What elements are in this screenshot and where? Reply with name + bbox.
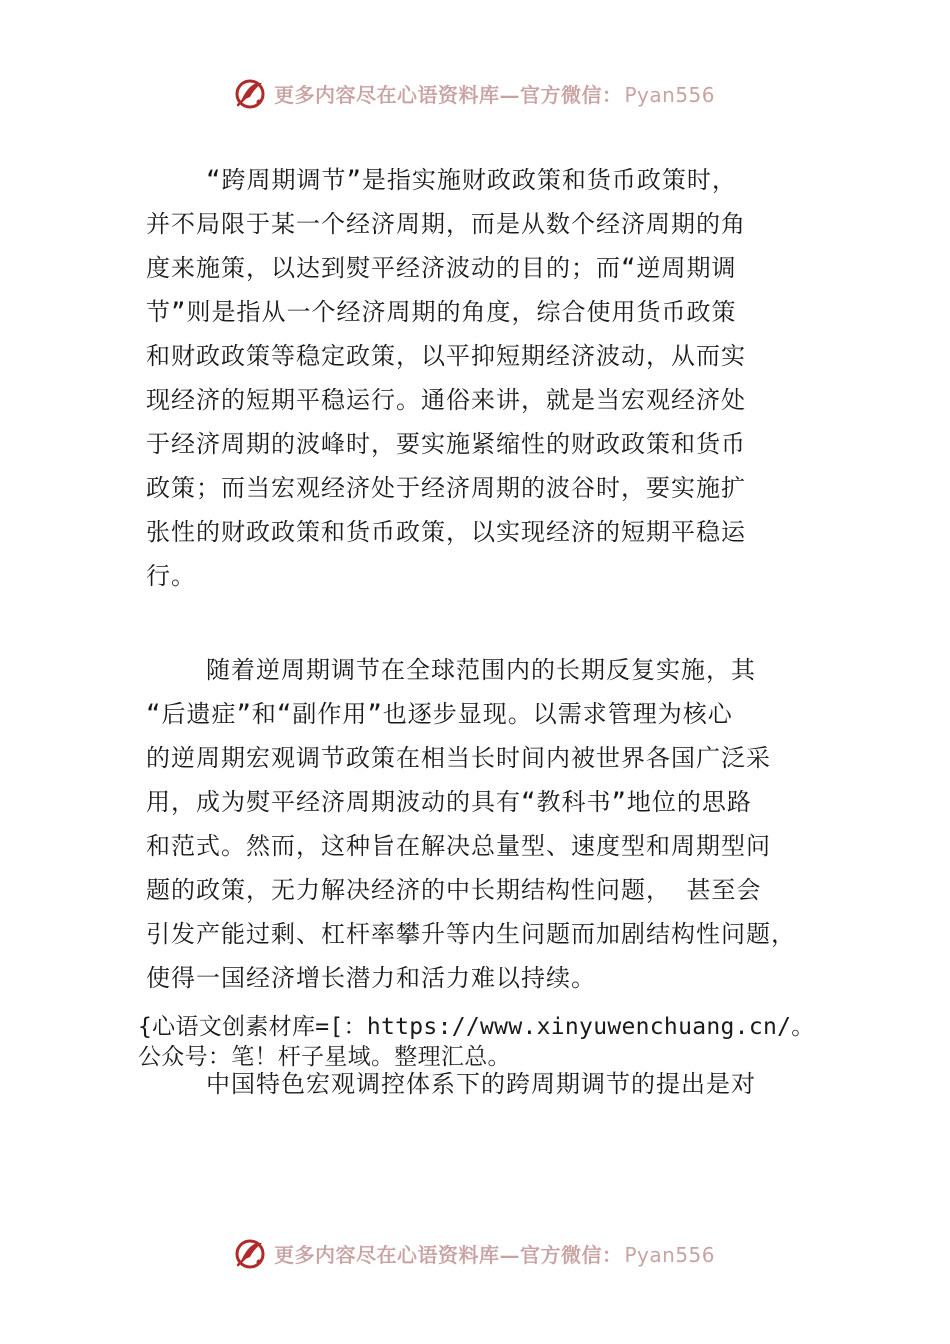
paragraph-2-line: 和范式。然而，这种旨在解决总量型、速度型和周期型问 [146,832,771,860]
paragraph-1-line: 行。 [146,562,196,590]
paragraph-1-line: “跨周期调节”是指实施财政政策和货币政策时， [206,166,737,194]
paragraph-1-line: 度来施策，以达到熨平经济波动的目的；而“逆周期调 [146,254,737,282]
footer-banner [232,1233,752,1273]
paragraph-2-line: 随着逆周期调节在全球范围内的长期反复实施，其 [206,656,756,684]
source-note-line-2: 公众号：笔！杆子星域。整理汇总。 [138,1044,511,1070]
paragraph-1-line: 节”则是指从一个经济周期的角度，综合使用货币政策 [146,298,737,326]
paragraph-1-line: 和财政政策等稳定政策，以平抑短期经济波动，从而实 [146,342,746,370]
paragraph-1-line: 现经济的短期平稳运行。通俗来讲，就是当宏观经济处 [146,386,746,414]
header-banner-account: Pyan556 [624,82,716,107]
paragraph-2-line: “后遗症”和“副作用”也逐步显现。以需求管理为核心 [146,700,733,728]
paragraph-2 [146,648,846,1000]
paragraph-1-line: 于经济周期的波峰时，要实施紧缩性的财政政策和货币 [146,430,746,458]
library-logo-icon [232,75,268,111]
paragraph-1 [146,158,846,598]
footer-banner-label: 更多内容尽在心语资料库—官方微信： [274,1242,623,1267]
paragraph-2-line: 使得一国经济增长潜力和活力难以持续。 [146,964,596,992]
header-banner [232,73,752,113]
paragraph-2-line: 的逆周期宏观调节政策在相当长时间内被世界各国广泛采 [146,744,771,772]
footer-banner-account: Pyan556 [624,1242,716,1267]
footer-banner-text [274,1239,715,1268]
paragraph-1-line: 并不局限于某一个经济周期，而是从数个经济周期的角 [146,210,746,238]
paragraph-3 [146,1062,846,1106]
paragraph-2-line: 题的政策，无力解决经济的中长期结构性问题， 甚至会 [146,876,762,904]
paragraph-3-line: 中国特色宏观调控体系下的跨周期调节的提出是对 [206,1070,756,1098]
header-banner-label: 更多内容尽在心语资料库—官方微信： [274,82,623,107]
paragraph-1-line: 张性的财政政策和货币政策，以实现经济的短期平稳运 [146,518,746,546]
paragraph-1-line: 政策；而当宏观经济处于经济周期的波谷时，要实施扩 [146,474,746,502]
paragraph-2-line: 引发产能过剩、杠杆率攀升等内生问题而加剧结构性问题， [146,920,796,948]
header-banner-text [274,79,715,108]
source-note-line-1: {心语文创素材库=[：https://www.xinyuwenchuang.cn/。 [138,1014,815,1040]
library-logo-icon [232,1235,268,1271]
paragraph-2-line: 用，成为熨平经济周期波动的具有“教科书”地位的思路 [146,788,752,816]
